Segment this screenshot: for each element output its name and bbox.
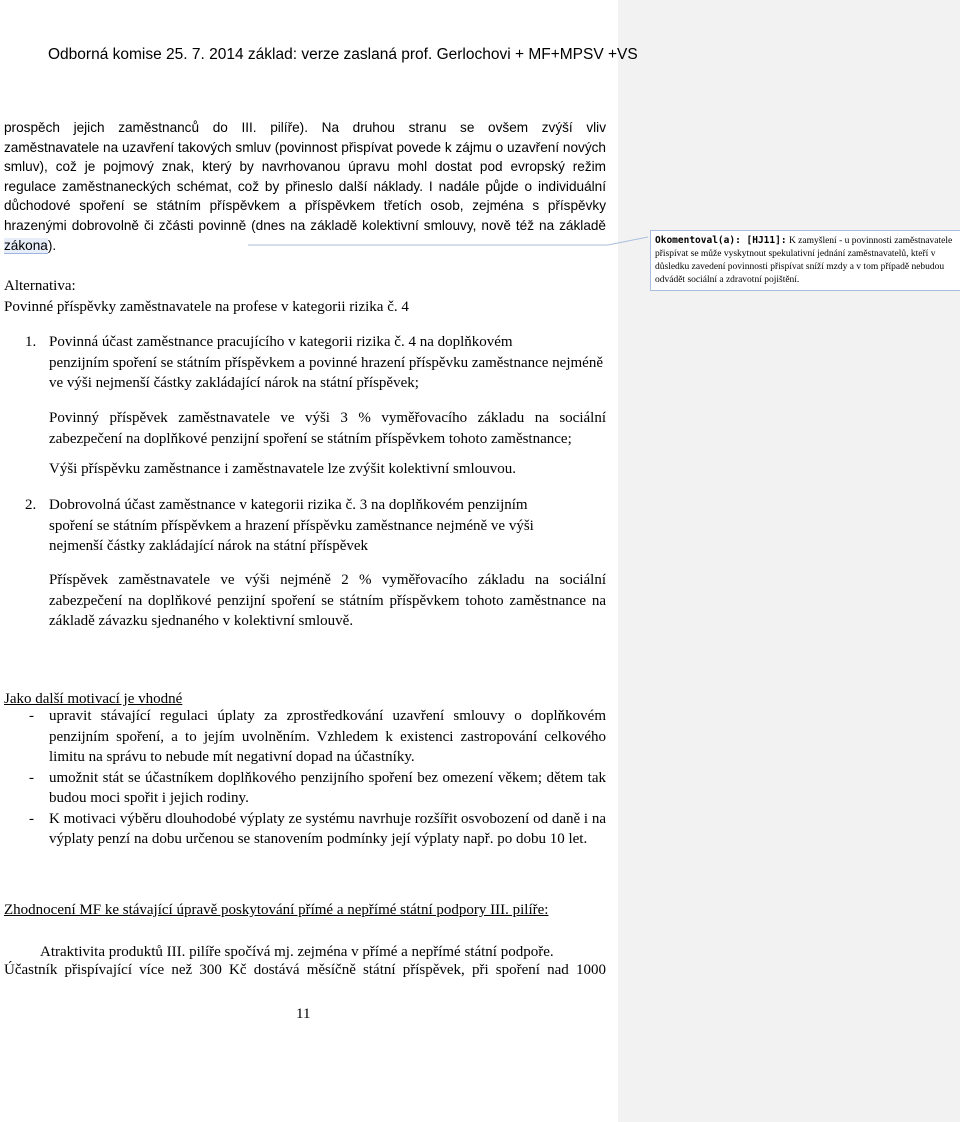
intro-text: zaměstnavatele na uzavření takových smluv (povinnost přispívat povede k zájmu o uzavření nových smluv), což je pojmový znak, který by navrhovanou úpravu mohl dostat pod evropský režim regulace zaměstnaneckých schémat, což by přineslo další náklady. I nadále půjde o individuální důchodové spoření se státním příspěvkem a příspěvkem třetích osob, zejména s příspěvky hrazenými dobrovolně či zčásti povinně (dnes na základě kolektivní smlouvy, nově též na základě	[4, 139, 606, 233]
comment-box[interactable]	[650, 230, 960, 291]
zhodnoceni-heading: Zhodnocení MF ke stávající úpravě poskytování přímé a nepřímé státní podpory III. pilíře:	[4, 902, 549, 918]
item2-number: 2.	[25, 497, 37, 513]
item1-line1: Povinná účast zaměstnance pracujícího v kategorii rizika č. 4 na doplňkovém	[49, 334, 513, 350]
item2-line1: Dobrovolná účast zaměstnance v kategorii rizika č. 3 na doplňkovém penzijním	[49, 497, 528, 513]
comment-author: Okomentoval(a): [HJ11]:	[655, 235, 787, 246]
comment-margin	[618, 0, 960, 1122]
motivace-heading: Jako další motivací je vhodné	[4, 691, 183, 707]
comment-connector	[248, 236, 648, 246]
item2-text	[49, 495, 579, 557]
item2-para2: Příspěvek zaměstnavatele ve výši nejméně 2 % vyměřovacího základu na sociální zabezpečení na doplňkové penzijní spoření se státním příspěvkem tohoto zaměstnance na základě závazku sjednaného v kolektivní smlouvě.	[49, 572, 606, 629]
item1-para3: Výši příspěvku zaměstnance i zaměstnavatele lze zvýšit kolektivní smlouvou.	[49, 461, 516, 477]
alternativa-label: Alternativa:	[4, 278, 76, 294]
list-item: - K motivaci výběru dlouhodobé výplaty ze systému navrhuje rozšířit osvobození od daně i na výplaty penzí na dobu určenou se stanovením podmínky její výplaty např. po dobu 10 let.	[4, 809, 606, 850]
item1-para2: Povinný příspěvek zaměstnavatele ve výši 3 % vyměřovacího základu na sociální zabezpečení na doplňkové penzijní spoření se státním příspěvkem tohoto zaměstnance;	[49, 410, 606, 447]
zhodnoceni-line2: Účastník přispívající více než 300 Kč dostává měsíčně státní příspěvek, při spoření nad 1000	[4, 962, 606, 978]
item1-text	[49, 332, 606, 394]
commented-text[interactable]: zákona	[4, 237, 48, 253]
item1-number: 1.	[25, 334, 37, 350]
intro-paragraph	[4, 118, 606, 255]
comment-text: K zamyšlení - u povinnosti zaměstnavatele přispívat se může vyskytnout spekulativní jednání zaměstnavatelů, kteří v důsledku zavedení povinnosti přispívat sníží mzdy a v tom případě nebudou odvádět sociální a zdravotní pojištění.	[655, 236, 953, 285]
list-item: - upravit stávající regulaci úplaty za zprostředkování uzavření smlouvy o doplňkovém penzijním spoření, a to jejím uvolněním. Vzhledem k existenci zastropování celkového limitu na správu to nebude mít negativní dopad na účastníky.	[4, 706, 606, 768]
list-item: - umožnit stát se účastníkem doplňkového penzijního spoření bez omezení věkem; dětem tak budou moci spořit i jejich rodiny.	[4, 768, 606, 809]
page-header: Odborná komise 25. 7. 2014 základ: verze zaslaná prof. Gerlochovi + MF+MPSV +VS	[48, 46, 638, 63]
intro-line1: prospěch jejich zaměstnanců do III. pilíře). Na druhou stranu se ovšem zvýší vliv	[4, 120, 606, 135]
zhodnoceni-line1: Atraktivita produktů III. pilíře spočívá mj. zejména v přímé a nepřímé státní podpoře.	[40, 944, 554, 960]
motivace-list	[4, 706, 606, 850]
intro-end: ).	[47, 237, 57, 253]
item1-rest: penzijním spoření se státním příspěvkem a povinné hrazení příspěvku zaměstnance nejméně ve výši nejmenší částky zakládající nárok na státní příspěvek;	[49, 354, 603, 391]
alternativa-title: Povinné příspěvky zaměstnavatele na profese v kategorii rizika č. 4	[4, 299, 409, 315]
page-number: 11	[296, 1006, 311, 1022]
item2-rest: spoření se státním příspěvkem a hrazení příspěvku zaměstnance nejméně ve výši nejmenší částky zakládající nárok na státní příspěvek	[49, 517, 534, 554]
